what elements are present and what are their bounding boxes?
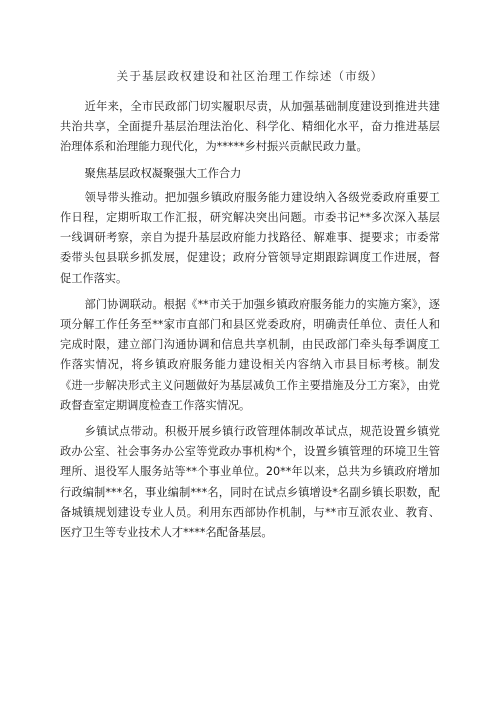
body-paragraph-pilot: 乡镇试点带动。积极开展乡镇行政管理体制改革试点，规范设置乡镇党政办公室、社会事务办公室等党政办事机构*个，设置乡镇管理的环境卫生管理所、退役军人服务站等**个事业单位。20**年以来，总共为乡镇政府增加行政编制***名，事业编制***名，同时在试点乡镇增设*名副乡镇长职数，配备城镇规划建设专业人员。利用东西部协作机制，与**市互派农业、教育、医疗卫生等专业技术人才****名配备基层。 xyxy=(60,425,440,540)
body-paragraph-leadership: 领导带头推动。把加强乡镇政府服务能力建设纳入各级党委政府重要工作日程，定期听取工作汇报，研究解决突出问题。市委书记**多次深入基层一线调研考察，亲自为提升基层政府能力找路径、解难事、提要求；市委常委带头包县联乡抓发展，促建设；政府分管领导定期跟踪调度工作进展，督促工作落实。 xyxy=(60,190,440,285)
document-title: 关于基层政权建设和社区治理工作综述（市级） xyxy=(116,69,384,83)
intro-paragraph: 近年来，全市民政部门切实履职尽责，从加强基础制度建设到推进共建共治共享，全面提升基层治理法治化、科学化、精细化水平，奋力推进基层治理体系和治理能力现代化，为*****乡村振兴贡献民政力量。 xyxy=(60,100,440,154)
section-heading: 聚焦基层政权凝聚强大工作合力 xyxy=(84,166,242,180)
document-body xyxy=(60,97,440,543)
body-paragraph-coordination: 部门协调联动。根据《**市关于加强乡镇政府服务能力的实施方案》，逐项分解工作任务至**家市直部门和县区党委政府，明确责任单位、责任人和完成时限，建立部门沟通协调和信息共享机制，由民政部门牵头每季调度工作落实情况，将乡镇政府服务能力建设相关内容纳入市县目标考核。制发《进一步解决形式主义问题做好为基层减负工作主要措施及分工方案》，由党政督查室定期调度检查工作落实情况。 xyxy=(60,297,440,412)
